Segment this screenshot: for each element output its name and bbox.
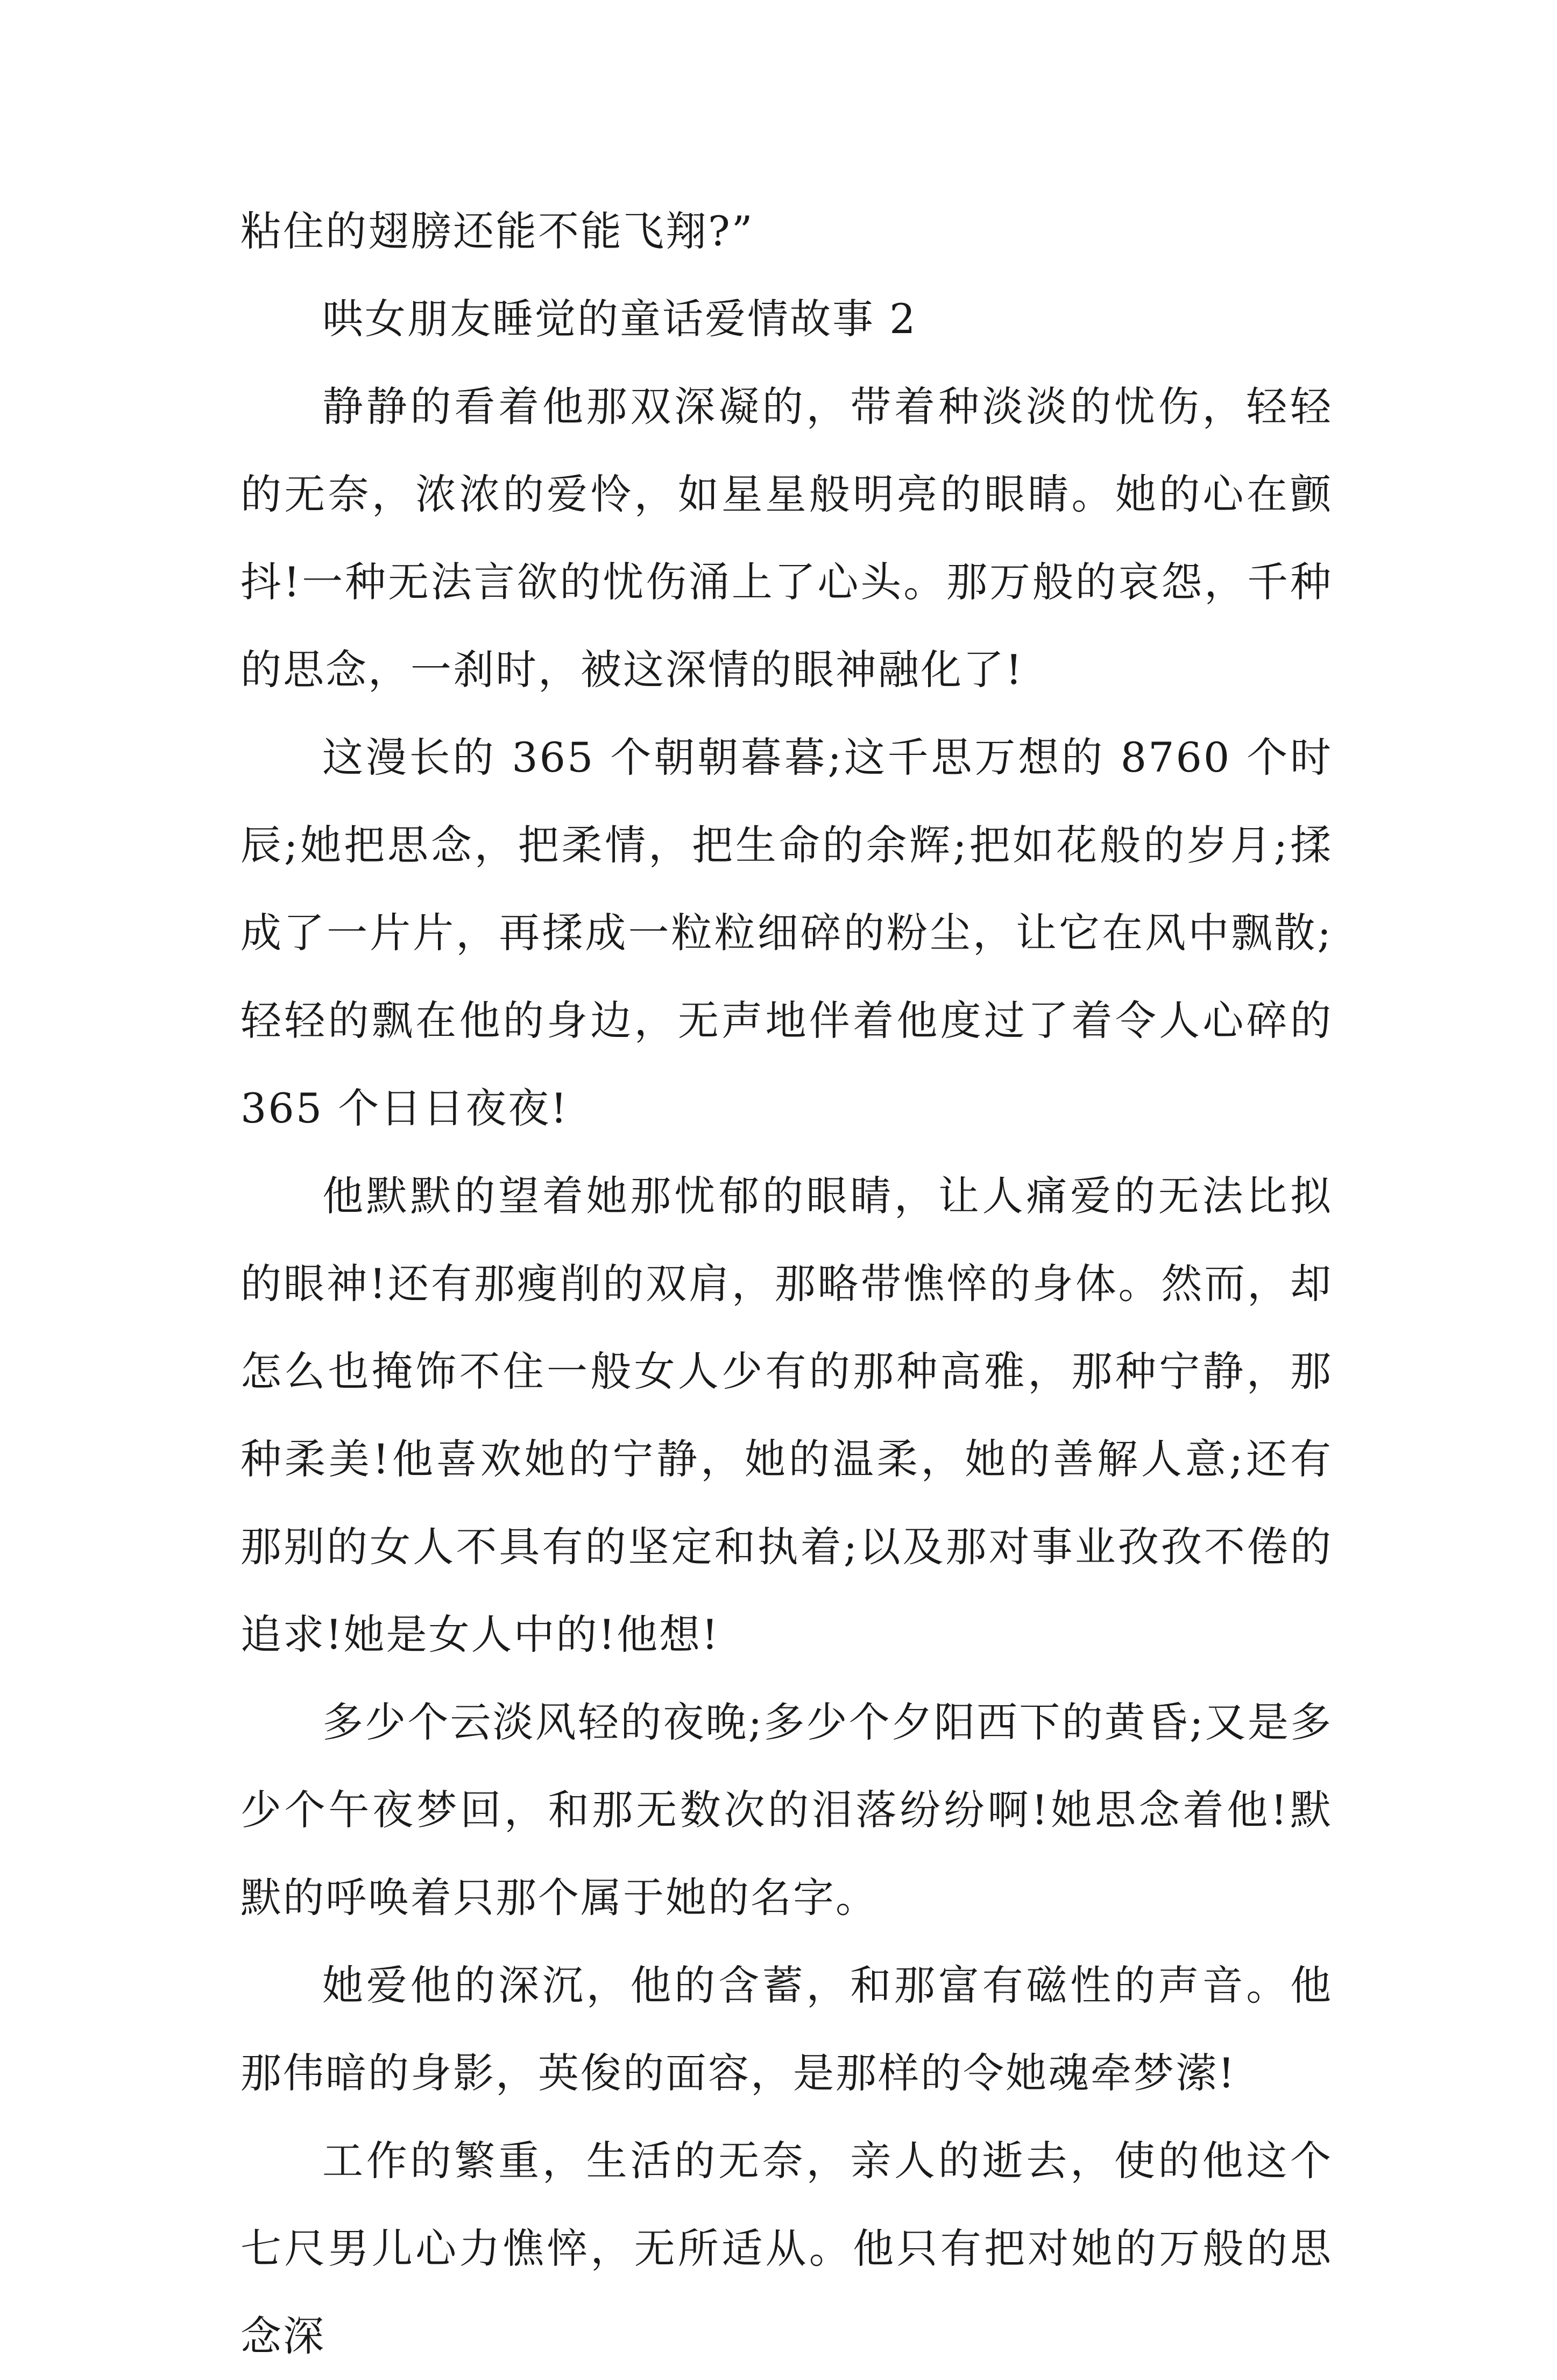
body-text <box>240 187 1333 2380</box>
story-heading: 哄女朋友睡觉的童话爱情故事 2 <box>322 295 917 343</box>
paragraph-continuation: 粘住的翅膀还能不能飞翔?” <box>240 207 754 255</box>
paragraph: 工作的繁重，生活的无奈，亲人的逝去，使的他这个七尺男儿心力憔悴，无所适从。他只有把对她的万般的思念深 <box>240 2137 1333 2360</box>
paragraph: 他默默的望着她那忧郁的眼睛，让人痛爱的无法比拟的眼神!还有那瘦削的双肩，那略带憔悴的身体。然而，却怎么也掩饰不住一般女人少有的那种高雅，那种宁静，那种柔美!他喜欢她的宁静，她的温柔，她的善解人意;还有那别的女人不具有的坚定和执着;以及那对事业孜孜不倦的追求!她是女人中的!他想! <box>240 1172 1333 1658</box>
paragraph: 静静的看着他那双深凝的，带着种淡淡的忧伤，轻轻的无奈，浓浓的爱怜，如星星般明亮的眼睛。她的心在颤抖!一种无法言欲的忧伤涌上了心头。那万般的哀怨，千种的思念，一刹时，被这深情的眼神融化了! <box>240 383 1333 694</box>
paragraph: 这漫长的 365 个朝朝暮暮;这千思万想的 8760 个时辰;她把思念，把柔情，把生命的余辉;把如花般的岁月;揉成了一片片，再揉成一粒粒细碎的粉尘，让它在风中飘散;轻轻的飘在他的身边，无声地伴着他度过了着令人心碎的 365 个日日夜夜! <box>240 733 1333 1132</box>
paragraph: 她爱他的深沉，他的含蓄，和那富有磁性的声音。他那伟暗的身影，英俊的面容，是那样的令她魂牵梦潆! <box>240 1961 1333 2097</box>
paragraph: 多少个云淡风轻的夜晚;多少个夕阳西下的黄昏;又是多少个午夜梦回，和那无数次的泪落纷纷啊!她思念着他!默默的呼唤着只那个属于她的名字。 <box>240 1698 1333 1922</box>
